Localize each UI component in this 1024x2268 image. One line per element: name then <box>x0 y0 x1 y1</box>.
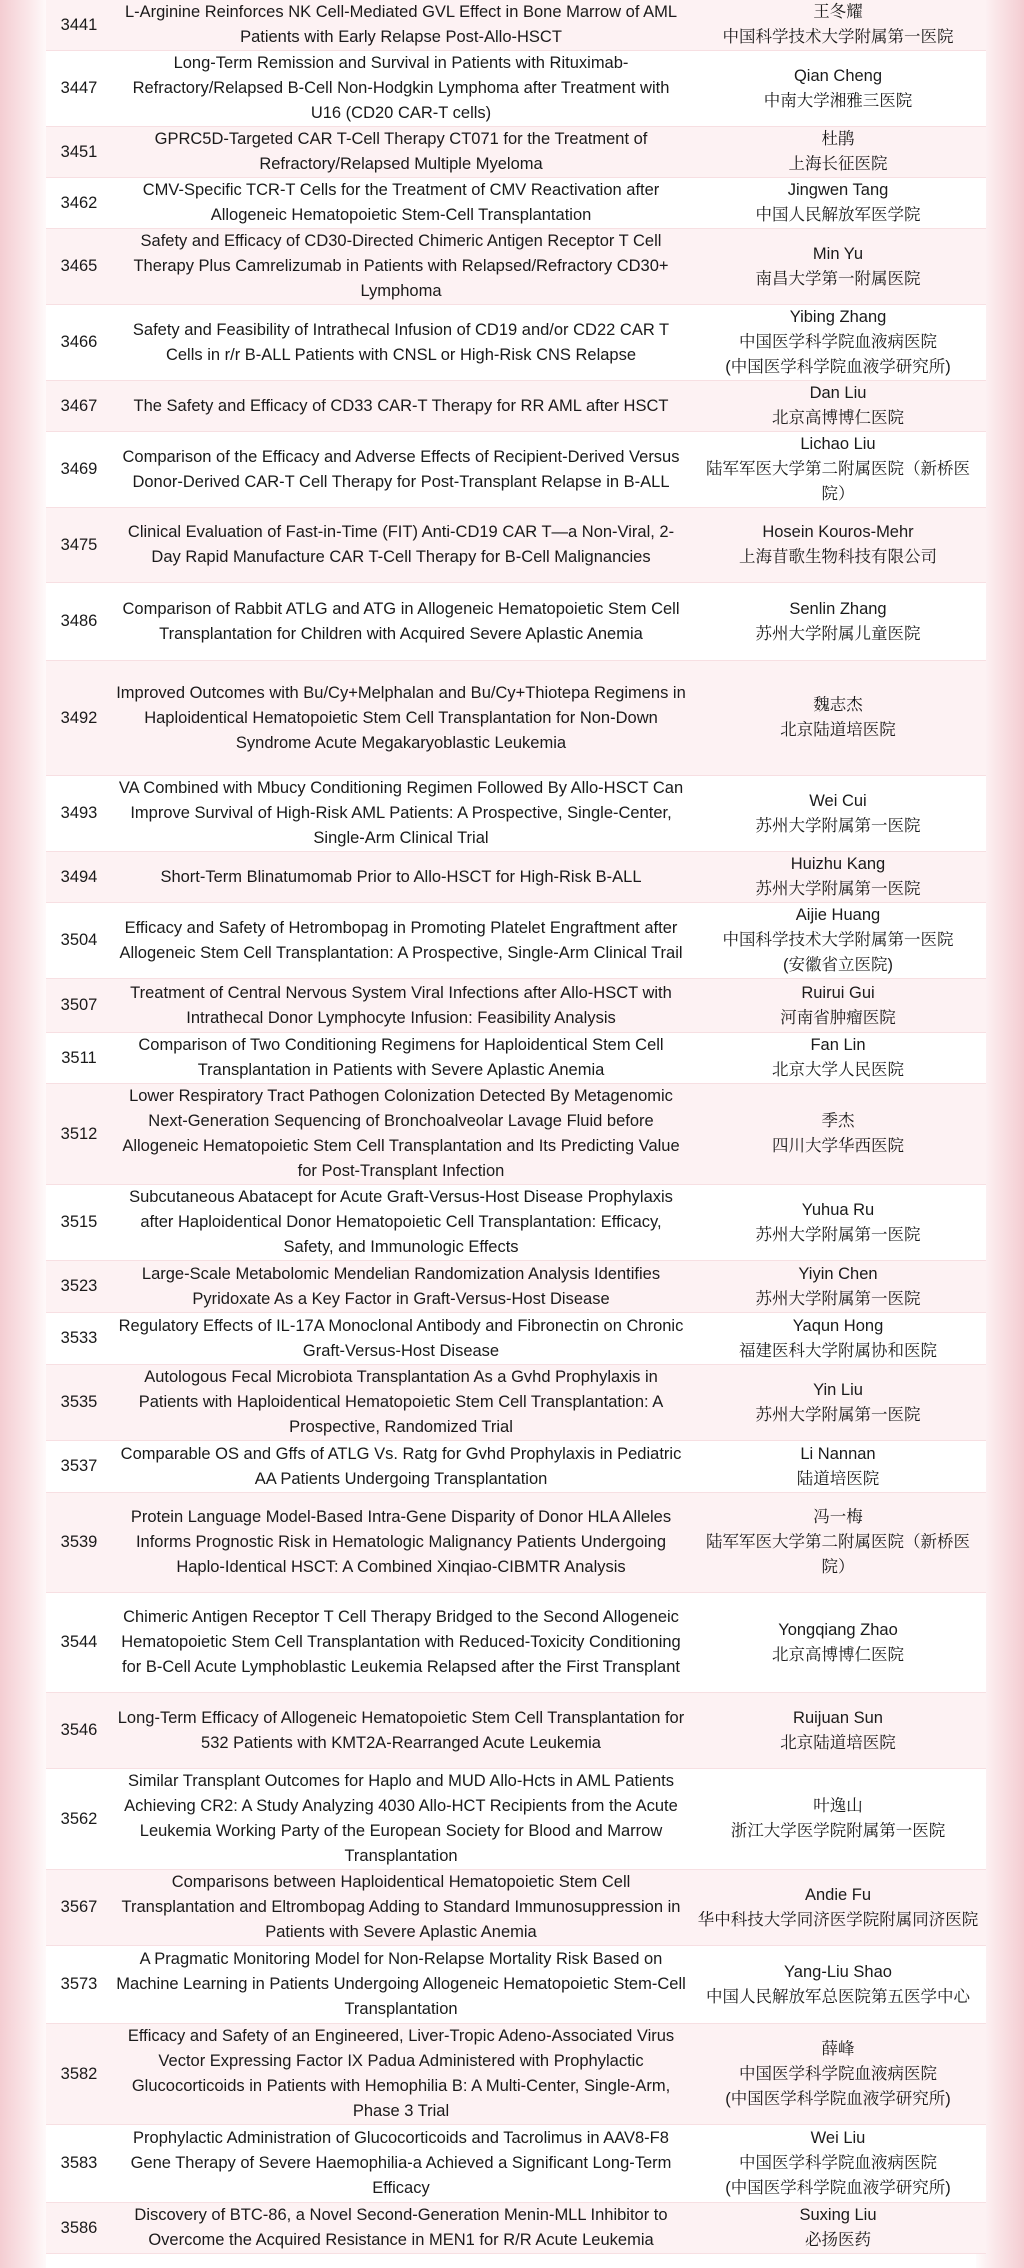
table-row <box>46 1769 986 1870</box>
author-name: Li Nannan <box>800 1444 876 1463</box>
abstract-number: 3546 <box>46 1693 112 1769</box>
abstract-number: 3486 <box>46 583 112 661</box>
abstract-table <box>46 0 986 2254</box>
abstract-number: 3462 <box>46 178 112 229</box>
author-cell <box>690 51 986 127</box>
author-institution: 中国医学科学院血液病医院 (中国医学科学院血液学研究所) <box>725 2064 951 2108</box>
table-row <box>46 381 986 432</box>
author-institution: 中国医学科学院血液病医院 (中国医学科学院血液学研究所) <box>725 333 951 376</box>
author-institution: 北京高博博仁医院 <box>772 409 904 427</box>
author-cell <box>690 229 986 305</box>
author-name: Suxing Liu <box>799 2206 877 2224</box>
author-cell <box>690 583 986 661</box>
author-name: Hosein Kouros-Mehr <box>762 523 914 541</box>
abstract-number: 3512 <box>46 1084 112 1185</box>
abstract-number: 3523 <box>46 1261 112 1313</box>
author-institution: 苏州大学附属第一医院 <box>755 880 921 898</box>
table-row <box>46 1313 986 1365</box>
author-institution: 华中科技大学同济医学院附属同济医院 <box>697 1910 979 1929</box>
table-row <box>46 903 986 979</box>
author-name: Yibing Zhang <box>789 308 887 326</box>
author-institution: 陆道培医院 <box>796 1469 880 1488</box>
author-name: Andie Fu <box>804 1885 872 1904</box>
author-institution: 中国人民解放军总医院第五医学中心 <box>706 1987 970 2006</box>
table-row <box>46 1493 986 1593</box>
author-name: 魏志杰 <box>813 696 863 714</box>
author-name: Ruijuan Sun <box>793 1708 883 1727</box>
author-institution: 南昌大学第一附属医院 <box>755 269 921 288</box>
author-cell <box>690 127 986 178</box>
author-institution: 四川大学华西医院 <box>772 1137 904 1155</box>
author-institution: 上海苜歌生物科技有限公司 <box>739 548 937 566</box>
abstract-number: 3583 <box>46 2125 112 2203</box>
abstract-title: Long-Term Remission and Survival in Patients with Rituximab-Refractory/Relapsed B-Cell Non-Hodgkin Lymphoma after Treatment with U16 (CD20 CAR-T cells) <box>112 51 690 127</box>
table-row <box>46 1185 986 1261</box>
abstract-title: Short-Term Blinatumomab Prior to Allo-HSCT for High-Risk B-ALL <box>112 852 690 903</box>
abstract-title: A Pragmatic Monitoring Model for Non-Relapse Mortality Risk Based on Machine Learning in Patients Undergoing Allogeneic Hematopoietic Stem-Cell Transplantation <box>112 1946 690 2024</box>
table-row <box>46 1033 986 1084</box>
abstract-number: 3451 <box>46 127 112 178</box>
author-cell <box>690 1033 986 1084</box>
abstract-number: 3494 <box>46 852 112 903</box>
abstract-title: Clinical Evaluation of Fast-in-Time (FIT) Anti-CD19 CAR T—a Non-Viral, 2-Day Rapid Manufacture CAR T-Cell Therapy for B-Cell Malignancies <box>112 508 690 583</box>
author-institution: 中国科学技术大学附属第一医院 <box>722 28 954 46</box>
author-name: 季杰 <box>821 1112 855 1130</box>
table-row <box>46 2024 986 2125</box>
author-cell <box>690 1313 986 1365</box>
table-row <box>46 51 986 127</box>
author-cell <box>690 1493 986 1593</box>
abstract-title: Subcutaneous Abatacept for Acute Graft-Versus-Host Disease Prophylaxis after Haploidentical Donor Hematopoietic Cell Transplantation: Efficacy, Safety, and Immunologic Effects <box>112 1185 690 1261</box>
table-row <box>46 661 986 776</box>
author-cell <box>690 1593 986 1693</box>
author-cell <box>690 2125 986 2203</box>
table-row <box>46 1441 986 1493</box>
table-row <box>46 2203 986 2254</box>
abstract-title: VA Combined with Mbucy Conditioning Regimen Followed By Allo-HSCT Can Improve Survival of High-Risk AML Patients: A Prospective, Single-Center, Single-Arm Clinical Trial <box>112 776 690 852</box>
abstract-title: Safety and Efficacy of CD30-Directed Chimeric Antigen Receptor T Cell Therapy Plus Camrelizumab in Patients with Relapsed/Refractory CD30+ Lymphoma <box>112 229 690 305</box>
table-row <box>46 305 986 381</box>
author-cell <box>690 432 986 508</box>
abstract-title: Comparison of the Efficacy and Adverse Effects of Recipient-Derived Versus Donor-Derived CAR-T Cell Therapy for Post-Transplant Relapse in B-ALL <box>112 432 690 508</box>
author-cell <box>690 1185 986 1261</box>
abstract-number: 3562 <box>46 1769 112 1870</box>
table-row <box>46 1261 986 1313</box>
author-name: Yongqiang Zhao <box>778 1620 898 1639</box>
abstract-number: 3507 <box>46 979 112 1033</box>
abstract-title: Autologous Fecal Microbiota Transplantation As a Gvhd Prophylaxis in Patients with Haploidentical Hematopoietic Stem Cell Transplantation: A Prospective, Randomized Trial <box>112 1365 690 1441</box>
author-institution: 北京陆道培医院 <box>780 1733 896 1752</box>
author-cell <box>690 305 986 381</box>
table-row <box>46 508 986 583</box>
author-cell <box>690 903 986 979</box>
abstract-number: 3492 <box>46 661 112 776</box>
author-cell <box>690 1365 986 1441</box>
author-name: Senlin Zhang <box>789 599 887 618</box>
author-cell <box>690 661 986 776</box>
author-institution: 苏州大学附属第一医院 <box>755 816 921 835</box>
abstract-number: 3469 <box>46 432 112 508</box>
abstract-title: Comparisons between Haploidentical Hematopoietic Stem Cell Transplantation and Eltrombopag Adding to Standard Immunosuppression in Patients with Severe Aplastic Anemia <box>112 1870 690 1946</box>
table-row <box>46 1946 986 2024</box>
abstract-number: 3504 <box>46 903 112 979</box>
author-name: Yiyin Chen <box>798 1264 878 1283</box>
author-institution: 浙江大学医学院附属第一医院 <box>730 1822 946 1840</box>
abstract-title: Treatment of Central Nervous System Viral Infections after Allo-HSCT with Intrathecal Donor Lymphocyte Infusion: Feasibility Analysis <box>112 979 690 1033</box>
abstract-number: 3544 <box>46 1593 112 1693</box>
table-row <box>46 229 986 305</box>
author-institution: 陆军军医大学第二附属医院（新桥医院） <box>706 460 970 503</box>
author-institution: 中国科学技术大学附属第一医院 (安徽省立医院) <box>722 931 954 974</box>
author-institution: 苏州大学附属第一医院 <box>755 1405 921 1424</box>
author-name: 叶逸山 <box>813 1797 863 1815</box>
author-name: Wei Liu <box>810 2129 866 2147</box>
author-name: Ruirui Gui <box>801 983 875 1002</box>
author-name: Qian Cheng <box>793 66 883 85</box>
table-row <box>46 2125 986 2203</box>
author-cell <box>690 0 986 51</box>
author-cell <box>690 776 986 852</box>
abstract-number: 3493 <box>46 776 112 852</box>
author-name: 薛峰 <box>821 2039 855 2058</box>
abstract-title: Discovery of BTC-86, a Novel Second-Generation Menin-MLL Inhibitor to Overcome the Acquired Resistance in MEN1 for R/R Acute Leukemia <box>112 2203 690 2254</box>
abstract-title: GPRC5D-Targeted CAR T-Cell Therapy CT071 for the Treatment of Refractory/Relapsed Multiple Myeloma <box>112 127 690 178</box>
abstract-title: Improved Outcomes with Bu/Cy+Melphalan and Bu/Cy+Thiotepa Regimens in Haploidentical Hematopoietic Stem Cell Transplantation for Non-Down Syndrome Acute Megakaryoblastic Leukemia <box>112 661 690 776</box>
abstract-number: 3582 <box>46 2024 112 2125</box>
table-row <box>46 1084 986 1185</box>
abstract-number: 3511 <box>46 1033 112 1084</box>
table-row <box>46 127 986 178</box>
abstract-title: Similar Transplant Outcomes for Haplo and MUD Allo-Hcts in AML Patients Achieving CR2: A Study Analyzing 4030 Allo-HCT Recipients from the Acute Leukemia Working Party of the European Society for Blood and Marrow Transplantation <box>112 1769 690 1870</box>
author-name: 王冬耀 <box>813 3 863 21</box>
author-cell <box>690 1693 986 1769</box>
author-institution: 必扬医药 <box>805 2231 871 2249</box>
abstract-number: 3467 <box>46 381 112 432</box>
abstract-number: 3535 <box>46 1365 112 1441</box>
author-institution: 中南大学湘雅三医院 <box>763 91 913 110</box>
abstract-number: 3447 <box>46 51 112 127</box>
abstract-title: Comparison of Two Conditioning Regimens for Haploidentical Stem Cell Transplantation in Patients with Severe Aplastic Anemia <box>112 1033 690 1084</box>
author-cell <box>690 178 986 229</box>
author-cell <box>690 1084 986 1185</box>
abstract-number: 3537 <box>46 1441 112 1493</box>
author-cell <box>690 1769 986 1870</box>
abstract-title: Protein Language Model-Based Intra-Gene Disparity of Donor HLA Alleles Informs Prognostic Risk in Hematologic Malignancy Patients Undergoing Haplo-Identical HSCT: A Combined Xinqiao-CIBMTR Analysis <box>112 1493 690 1593</box>
author-cell <box>690 2024 986 2125</box>
abstract-title: Comparable OS and Gffs of ATLG Vs. Ratg for Gvhd Prophylaxis in Pediatric AA Patients Undergoing Transplantation <box>112 1441 690 1493</box>
author-name: Min Yu <box>812 244 864 263</box>
author-institution: 苏州大学附属第一医院 <box>755 1225 921 1244</box>
abstract-title: The Safety and Efficacy of CD33 CAR-T Therapy for RR AML after HSCT <box>112 381 690 432</box>
abstract-number: 3515 <box>46 1185 112 1261</box>
author-institution: 上海长征医院 <box>788 155 888 173</box>
abstract-number: 3533 <box>46 1313 112 1365</box>
abstract-title: Long-Term Efficacy of Allogeneic Hematopoietic Stem Cell Transplantation for 532 Patients with KMT2A-Rearranged Acute Leukemia <box>112 1693 690 1769</box>
abstract-title: Efficacy and Safety of Hetrombopag in Promoting Platelet Engraftment after Allogeneic Stem Cell Transplantation: A Prospective, Single-Arm Clinical Trail <box>112 903 690 979</box>
author-institution: 陆军军医大学第二附属医院（新桥医院） <box>706 1533 970 1576</box>
author-name: Wei Cui <box>809 791 867 810</box>
abstract-title: CMV-Specific TCR-T Cells for the Treatment of CMV Reactivation after Allogeneic Hematopoietic Stem-Cell Transplantation <box>112 178 690 229</box>
table-row <box>46 979 986 1033</box>
abstract-title: Prophylactic Administration of Glucocorticoids and Tacrolimus in AAV8-F8 Gene Therapy of Severe Haemophilia-a Achieved a Significant Long-Term Efficacy <box>112 2125 690 2203</box>
abstract-number: 3475 <box>46 508 112 583</box>
abstract-title: Safety and Feasibility of Intrathecal Infusion of CD19 and/or CD22 CAR T Cells in r/r B-ALL Patients with CNSL or High-Risk CNS Relapse <box>112 305 690 381</box>
author-name: Dan Liu <box>809 384 867 402</box>
author-cell <box>690 979 986 1033</box>
author-institution: 苏州大学附属第一医院 <box>755 1289 921 1308</box>
table-row <box>46 0 986 51</box>
author-name: Yuhua Ru <box>801 1200 875 1219</box>
author-cell <box>690 1946 986 2024</box>
author-cell <box>690 508 986 583</box>
author-cell <box>690 1261 986 1313</box>
abstract-title: Comparison of Rabbit ATLG and ATG in Allogeneic Hematopoietic Stem Cell Transplantation for Children with Acquired Severe Aplastic Anemia <box>112 583 690 661</box>
author-cell <box>690 381 986 432</box>
abstract-title: Chimeric Antigen Receptor T Cell Therapy Bridged to the Second Allogeneic Hematopoietic Stem Cell Transplantation with Reduced-Toxicity Conditioning for B-Cell Acute Lymphoblastic Leukemia Relapsed after the First Transplant <box>112 1593 690 1693</box>
author-institution: 中国医学科学院血液病医院 (中国医学科学院血液学研究所) <box>725 2154 951 2197</box>
author-institution: 北京大学人民医院 <box>772 1061 904 1079</box>
abstract-number: 3466 <box>46 305 112 381</box>
author-institution: 北京高博博仁医院 <box>772 1645 904 1664</box>
author-name: Lichao Liu <box>800 435 876 453</box>
abstract-title: Lower Respiratory Tract Pathogen Colonization Detected By Metagenomic Next-Generation Sequencing of Bronchoalveolar Lavage Fluid before Allogeneic Hematopoietic Stem Cell Transplantation and Its Predicting Value for Post-Transplant Infection <box>112 1084 690 1185</box>
author-name: 杜鹃 <box>821 130 855 148</box>
author-institution: 苏州大学附属儿童医院 <box>755 624 921 643</box>
author-cell <box>690 852 986 903</box>
abstract-title: L-Arginine Reinforces NK Cell-Mediated GVL Effect in Bone Marrow of AML Patients with Early Relapse Post-Allo-HSCT <box>112 0 690 51</box>
author-name: Yang-Liu Shao <box>784 1962 892 1981</box>
author-cell <box>690 2203 986 2254</box>
table-row <box>46 1870 986 1946</box>
author-cell <box>690 1441 986 1493</box>
author-name: Jingwen Tang <box>787 181 889 199</box>
author-institution: 北京陆道培医院 <box>780 721 896 739</box>
table-row <box>46 1693 986 1769</box>
abstract-table-body <box>46 0 986 2254</box>
table-row <box>46 432 986 508</box>
author-name: 冯一梅 <box>813 1508 863 1526</box>
author-name: Aijie Huang <box>795 906 881 924</box>
abstract-list-sheet <box>46 0 979 2268</box>
table-row <box>46 178 986 229</box>
author-name: Yaqun Hong <box>792 1316 884 1335</box>
abstract-title: Regulatory Effects of IL-17A Monoclonal Antibody and Fibronectin on Chronic Graft-Versus-Host Disease <box>112 1313 690 1365</box>
table-row <box>46 1593 986 1693</box>
author-name: Yin Liu <box>813 1380 863 1399</box>
abstract-number: 3586 <box>46 2203 112 2254</box>
abstract-number: 3573 <box>46 1946 112 2024</box>
author-institution: 福建医科大学附属协和医院 <box>739 1341 937 1360</box>
author-cell <box>690 1870 986 1946</box>
abstract-number: 3441 <box>46 0 112 51</box>
author-name: Huizhu Kang <box>790 855 886 873</box>
abstract-number: 3539 <box>46 1493 112 1593</box>
author-institution: 河南省肿瘤医院 <box>780 1008 896 1027</box>
author-name: Fan Lin <box>810 1036 866 1054</box>
abstract-number: 3567 <box>46 1870 112 1946</box>
abstract-title: Efficacy and Safety of an Engineered, Liver-Tropic Adeno-Associated Virus Vector Expressing Factor IX Padua Administered with Prophylactic Glucocorticoids in Patients with Hemophilia B: A Multi-Center, Single-Arm, Phase 3 Trial <box>112 2024 690 2125</box>
table-row <box>46 852 986 903</box>
table-row <box>46 1365 986 1441</box>
table-row <box>46 583 986 661</box>
abstract-title: Large-Scale Metabolomic Mendelian Randomization Analysis Identifies Pyridoxate As a Key Factor in Graft-Versus-Host Disease <box>112 1261 690 1313</box>
author-institution: 中国人民解放军医学院 <box>755 206 921 224</box>
abstract-number: 3465 <box>46 229 112 305</box>
table-row <box>46 776 986 852</box>
